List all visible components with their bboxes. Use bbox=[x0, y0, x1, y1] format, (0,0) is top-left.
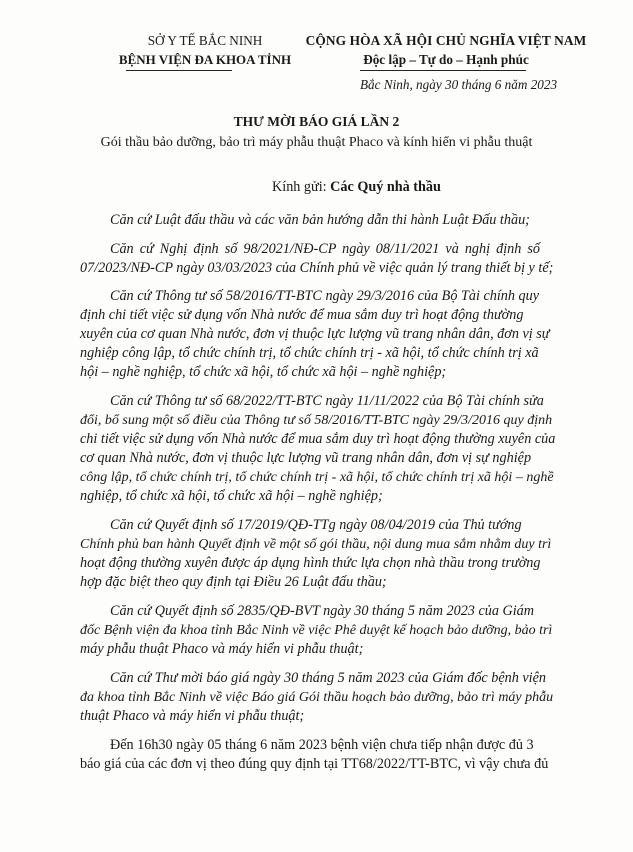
country-name: CỘNG HÒA XÃ HỘI CHỦ NGHĨA VIỆT NAM bbox=[305, 33, 587, 48]
recipient-line bbox=[272, 179, 441, 196]
parent-agency: SỞ Y TẾ BẮC NINH bbox=[147, 33, 263, 48]
paragraph-line: chi tiết việc sử dụng vốn Nhà nước để mua sắm duy trì hoạt động thường xuyên của bbox=[80, 431, 556, 447]
document-date: Bắc Ninh, ngày 30 tháng 6 năm 2023 bbox=[360, 77, 558, 92]
paragraph-line: cơ quan Nhà nước, đơn vị thuộc lực lượng vũ trang nhân dân, đơn vị sự nghiệp bbox=[80, 450, 532, 466]
paragraph-line: Căn cứ Thông tư số 58/2016/TT-BTC ngày 29/3/2016 của Bộ Tài chính quy bbox=[110, 288, 540, 304]
paragraph-line: công lập, tổ chức chính trị, tổ chức chính trị - xã hội, tổ chức chính trị xã hội – nghề bbox=[80, 470, 554, 485]
paragraph-line: máy phẫu thuật Phaco và máy hiển vi phẫu thuật; bbox=[80, 641, 364, 657]
paragraph-line: Căn cứ Luật đấu thầu và các văn bản hướng dẫn thi hành Luật Đấu thầu; bbox=[110, 212, 530, 228]
recipient-name: Các Quý nhà thầu bbox=[330, 179, 441, 195]
motto: Độc lập – Tự do – Hạnh phúc bbox=[363, 52, 529, 67]
paragraph-line: thuật Phaco và máy hiển vi phẫu thuật; bbox=[80, 708, 305, 724]
paragraph-line: Căn cứ Nghị định số 98/2021/NĐ-CP ngày 08/11/2021 và nghị định số bbox=[110, 241, 540, 257]
paragraph-line: Chính phủ ban hành Quyết định về một số gói thầu, nội dung mua sắm nhằm duy trì bbox=[80, 537, 552, 552]
paragraph-line: Căn cứ Thông tư số 68/2022/TT-BTC ngày 11/11/2022 của Bộ Tài chính sửa bbox=[110, 393, 544, 409]
national-motto bbox=[296, 31, 596, 69]
issuing-agency bbox=[80, 31, 330, 69]
paragraph-line: hoạt động thường xuyên được áp dụng hình thức lựa chọn nhà thầu trong trường bbox=[80, 555, 541, 571]
paragraph-line: xuyên của cơ quan Nhà nước, đơn vị thuộc lực lượng vũ trang nhân dân, đơn vị sự bbox=[80, 326, 550, 342]
paragraph-line: báo giá của các đơn vị theo đúng quy định tại TT68/2022/TT-BTC, vì vậy chưa đủ bbox=[80, 756, 549, 772]
paragraph-line: hợp đặc biệt theo quy định tại Điều 26 Luật đấu thầu; bbox=[80, 574, 387, 590]
paragraph-line: đốc Bệnh viện đa khoa tỉnh Bắc Ninh về việc Phê duyệt kế hoạch bảo dưỡng, bảo trì bbox=[80, 623, 553, 638]
paragraph-line: 07/2023/NĐ-CP ngày 03/03/2023 của Chính phủ về việc quản lý trang thiết bị y tế; bbox=[80, 260, 554, 276]
paragraph-line: nghiệp công lập, tổ chức chính trị, tổ chức chính trị - xã hội, tổ chức chính trị xã bbox=[80, 345, 539, 361]
paragraph-line: đổi, bổ sung một số điều của Thông tư số 58/2016/TT-BTC ngày 29/3/2016 quy định bbox=[80, 413, 553, 428]
recipient-prefix: Kính gửi: bbox=[272, 179, 331, 195]
paragraph-line: Căn cứ Quyết định số 17/2019/QĐ-TTg ngày 08/04/2019 của Thủ tướng bbox=[110, 517, 522, 533]
motto-underline bbox=[360, 70, 526, 71]
paragraph-line: nghiệp, tổ chức xã hội, tổ chức xã hội – nghề nghiệp; bbox=[80, 488, 383, 504]
paragraph-line: Căn cứ Thư mời báo giá ngày 30 tháng 5 năm 2023 của Giám đốc bệnh viện bbox=[110, 670, 547, 686]
paragraph-line: Căn cứ Quyết định số 2835/QĐ-BVT ngày 30 tháng 5 năm 2023 của Giám bbox=[110, 603, 535, 619]
agency-name: BỆNH VIỆN ĐA KHOA TỈNH bbox=[118, 52, 292, 67]
paragraph-line: đa khoa tỉnh Bắc Ninh về việc Báo giá Gói thầu hoạch bảo dưỡng, bảo trì máy phẫu bbox=[80, 690, 554, 705]
paragraph-line: hội – nghề nghiệp, tổ chức xã hội, tổ chức xã hội – nghề nghiệp; bbox=[80, 364, 447, 380]
paragraph-line: Đến 16h30 ngày 05 tháng 6 năm 2023 bệnh viện chưa tiếp nhận được đủ 3 bbox=[110, 737, 534, 753]
paragraph-line: định chi tiết việc sử dụng vốn Nhà nước để mua sắm duy trì hoạt động thường bbox=[80, 307, 524, 323]
document-subtitle: Gói thầu bảo dưỡng, bảo trì máy phẫu thuật Phaco và kính hiển vi phẫu thuật bbox=[100, 135, 533, 150]
agency-underline bbox=[126, 70, 232, 71]
document-title: THƯ MỜI BÁO GIÁ LẦN 2 bbox=[233, 114, 400, 129]
